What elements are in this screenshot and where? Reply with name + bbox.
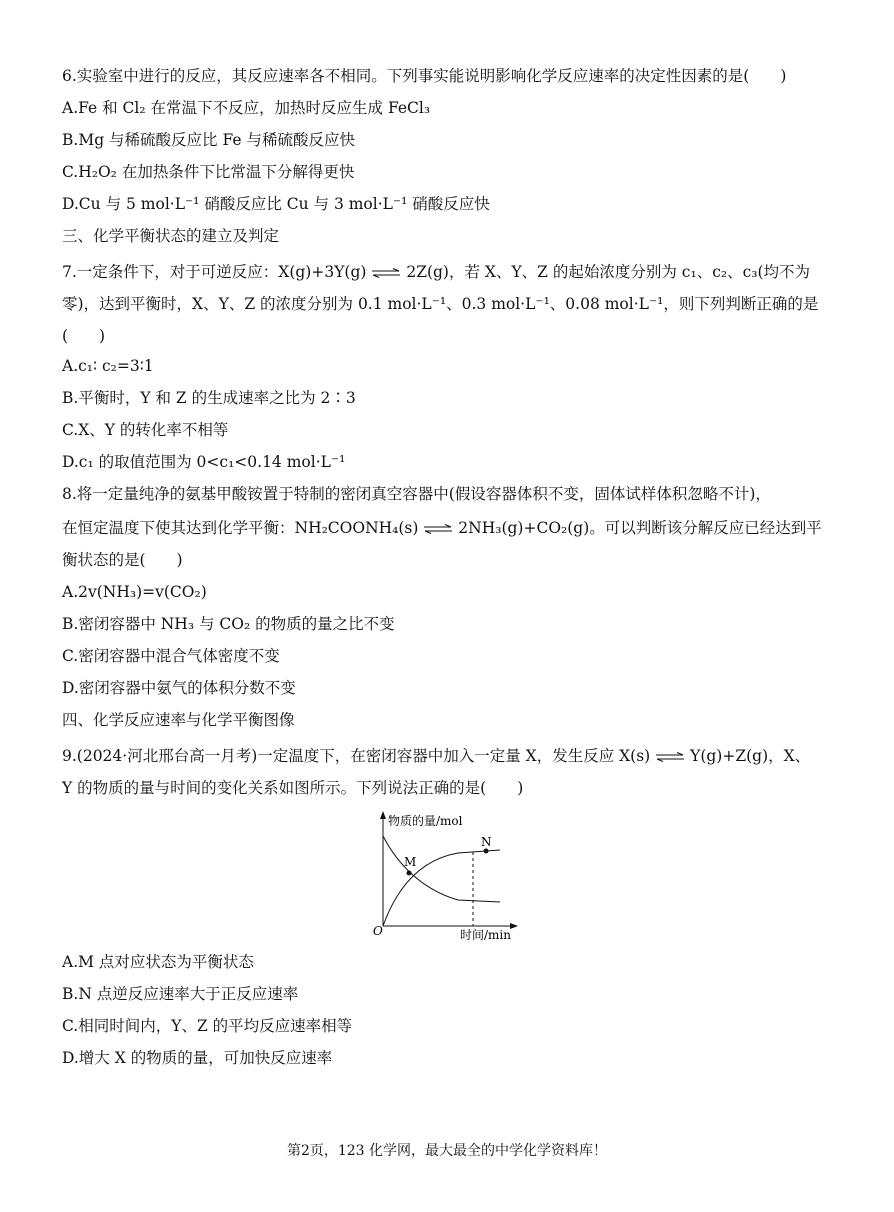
origin-label: O bbox=[373, 924, 383, 938]
y-axis-label: 物质的量/mol bbox=[388, 814, 463, 828]
q9-stem-line1 bbox=[62, 746, 810, 766]
x-axis-arrow-icon bbox=[510, 923, 518, 929]
q8-option-b: B.密闭容器中 NH₃ 与 CO₂ 的物质的量之比不变 bbox=[62, 615, 395, 633]
amount-vs-time-figure bbox=[368, 810, 528, 942]
q9-option-d: D.增大 X 的物质的量，可加快反应速率 bbox=[62, 1049, 333, 1067]
q7-option-b: B.平衡时，Y 和 Z 的生成速率之比为 2∶3 bbox=[62, 389, 356, 407]
section-4-heading: 四、化学反应速率与化学平衡图像 bbox=[62, 711, 295, 729]
equilibrium-arrow-icon bbox=[423, 524, 453, 534]
q7-stem-part2: 2Z(g)，若 X、Y、Z 的起始浓度分别为 c₁、c₂、c₃(均不为 bbox=[406, 263, 811, 281]
point-m-label: M bbox=[404, 855, 417, 869]
q7-option-a: A.c₁∶ c₂=3∶1 bbox=[62, 357, 154, 375]
q8-stem-line2 bbox=[62, 518, 822, 538]
y-axis-arrow-icon bbox=[380, 811, 386, 819]
point-m bbox=[407, 871, 412, 876]
x-axis-label: 时间/min bbox=[460, 928, 511, 942]
q6-option-a: A.Fe 和 Cl₂ 在常温下不反应，加热时反应生成 FeCl₃ bbox=[62, 99, 431, 117]
equilibrium-arrow-icon bbox=[655, 752, 685, 762]
q6-stem: 6.实验室中进行的反应，其反应速率各不相同。下列事实能说明影响化学反应速率的决定性因素的是( ) bbox=[62, 67, 787, 85]
q9-option-a: A.M 点对应状态为平衡状态 bbox=[62, 953, 254, 971]
q9-option-b: B.N 点逆反应速率大于正反应速率 bbox=[62, 985, 299, 1003]
q9-stem-part1: 9.(2024·河北邢台高一月考)一定温度下，在密闭容器中加入一定量 X，发生反应 X(s) bbox=[62, 747, 651, 765]
q8-option-c: C.密闭容器中混合气体密度不变 bbox=[62, 647, 280, 665]
q7-stem-line2: 零)，达到平衡时，X、Y、Z 的浓度分别为 0.1 mol·L⁻¹、0.3 mol·L⁻¹、0.08 mol·L⁻¹，则下列判断正确的是 bbox=[62, 295, 819, 313]
curve-increasing bbox=[383, 850, 500, 926]
q7-option-c: C.X、Y 的转化率不相等 bbox=[62, 421, 229, 439]
q8-stem-line3: 衡状态的是( ) bbox=[62, 551, 183, 569]
point-n-label: N bbox=[481, 835, 492, 849]
q9-option-c: C.相同时间内，Y、Z 的平均反应速率相等 bbox=[62, 1017, 353, 1035]
q8-option-d: D.密闭容器中氨气的体积分数不变 bbox=[62, 679, 296, 697]
q8-stem-part2: 2NH₃(g)+CO₂(g)。可以判断该分解反应已经达到平 bbox=[458, 519, 822, 537]
q6-option-b: B.Mg 与稀硫酸反应比 Fe 与稀硫酸反应快 bbox=[62, 131, 355, 149]
section-3-heading: 三、化学平衡状态的建立及判定 bbox=[62, 227, 280, 245]
q7-stem-part1: 7.一定条件下，对于可逆反应：X(g)+3Y(g) bbox=[62, 263, 367, 281]
q9-stem-line2: Y 的物质的量与时间的变化关系如图所示。下列说法正确的是( ) bbox=[62, 779, 524, 797]
q7-stem-line3: ( ) bbox=[62, 327, 106, 345]
q8-stem-line1: 8.将一定量纯净的氨基甲酸铵置于特制的密闭真空容器中(假设容器体积不变，固体试样体积忽略不计)， bbox=[62, 485, 771, 503]
page-footer: 第2页，123 化学网，最大最全的中学化学资料库！ bbox=[286, 1143, 608, 1159]
q7-stem-line1 bbox=[62, 262, 810, 282]
point-n bbox=[484, 849, 489, 854]
q7-option-d: D.c₁ 的取值范围为 0<c₁<0.14 mol·L⁻¹ bbox=[62, 453, 346, 471]
equilibrium-arrow-icon bbox=[371, 268, 401, 278]
q8-option-a: A.2v(NH₃)=v(CO₂) bbox=[62, 583, 207, 601]
q9-stem-part2: Y(g)+Z(g)，X、 bbox=[690, 747, 811, 765]
q6-option-d: D.Cu 与 5 mol·L⁻¹ 硝酸反应比 Cu 与 3 mol·L⁻¹ 硝酸反应快 bbox=[62, 195, 490, 213]
q8-stem-part1: 在恒定温度下使其达到化学平衡：NH₂COONH₄(s) bbox=[62, 519, 419, 537]
q6-option-c: C.H₂O₂ 在加热条件下比常温下分解得更快 bbox=[62, 163, 355, 181]
